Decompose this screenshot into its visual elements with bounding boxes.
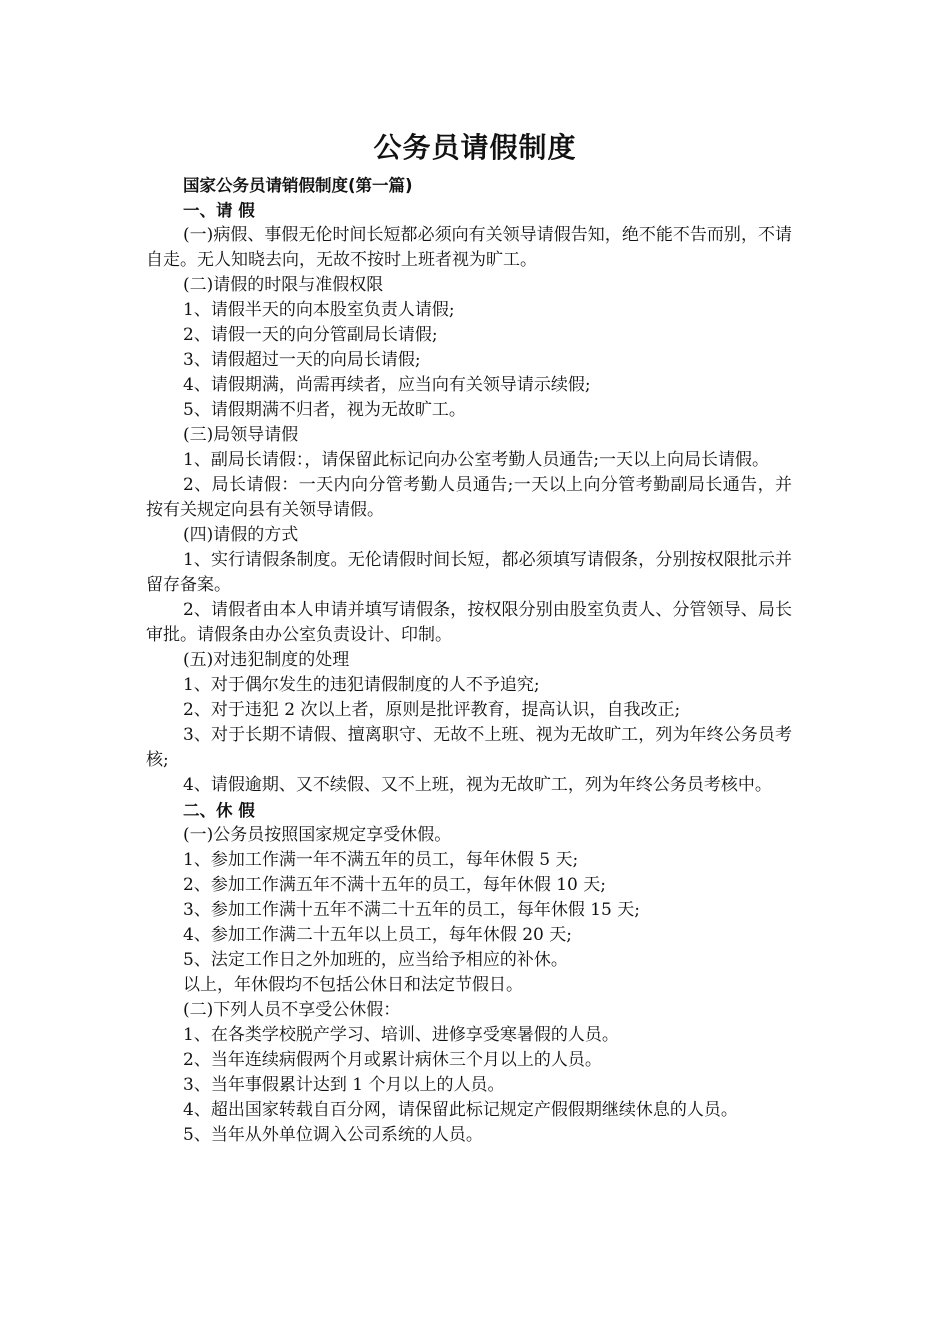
paragraph: 1、对于偶尔发生的违犯请假制度的人不予追究; <box>183 675 540 695</box>
document-body <box>146 173 792 1148</box>
paragraph: (二)下列人员不享受公休假： <box>183 1000 401 1020</box>
paragraph: 2、请假一天的向分管副局长请假; <box>183 325 438 345</box>
paragraph: 2、当年连续病假两个月或累计病休三个月以上的人员。 <box>183 1050 602 1070</box>
paragraph: 2、参加工作满五年不满十五年的员工，每年休假 10 天; <box>183 875 606 895</box>
section-heading: 国家公务员请销假制度(第一篇) <box>183 176 413 195</box>
paragraph: 4、请假逾期、又不续假、又不上班，视为无故旷工，列为年终公务员考核中。 <box>183 775 772 795</box>
paragraph: 2、请假者由本人申请并填写请假条，按权限分别由股室负责人、分管领导、局长审批。请假条由办公室负责设计、印制。 <box>146 600 792 645</box>
paragraph: 1、参加工作满一年不满五年的员工，每年休假 5 天; <box>183 850 579 870</box>
paragraph: (一)公务员按照国家规定享受休假。 <box>183 825 452 845</box>
section-heading: 一、请 假 <box>183 201 255 220</box>
paragraph: (五)对违犯制度的处理 <box>183 650 350 670</box>
paragraph: (二)请假的时限与准假权限 <box>183 275 384 295</box>
paragraph: 3、请假超过一天的向局长请假; <box>183 350 421 370</box>
paragraph: 1、实行请假条制度。无伦请假时间长短，都必须填写请假条，分别按权限批示并留存备案。 <box>146 550 792 595</box>
section-heading: 二、休 假 <box>183 801 255 820</box>
paragraph: 以上，年休假均不包括公休日和法定节假日。 <box>183 975 523 995</box>
paragraph: 3、当年事假累计达到 1 个月以上的人员。 <box>183 1075 505 1095</box>
paragraph: 5、当年从外单位调入公司系统的人员。 <box>183 1125 483 1145</box>
paragraph: 4、请假期满，尚需再续者，应当向有关领导请示续假; <box>183 375 591 395</box>
paragraph: (三)局领导请假 <box>183 425 299 445</box>
paragraph: (四)请假的方式 <box>183 525 299 545</box>
paragraph: 1、请假半天的向本股室负责人请假; <box>183 300 455 320</box>
paragraph: 1、副局长请假：，请保留此标记向办公室考勤人员通告;一天以上向局长请假。 <box>183 450 770 470</box>
paragraph: 4、参加工作满二十五年以上员工，每年休假 20 天; <box>183 925 572 945</box>
paragraph: 1、在各类学校脱产学习、培训、进修享受寒暑假的人员。 <box>183 1025 619 1045</box>
paragraph: 3、对于长期不请假、擅离职守、无故不上班、视为无故旷工，列为年终公务员考核; <box>146 725 792 770</box>
paragraph: 3、参加工作满十五年不满二十五年的员工，每年休假 15 天; <box>183 900 640 920</box>
paragraph: 2、局长请假：一天内向分管考勤人员通告;一天以上向分管考勤副局长通告，并按有关规定向县有关领导请假。 <box>146 475 792 520</box>
paragraph: 4、超出国家转载自百分网，请保留此标记规定产假假期继续休息的人员。 <box>183 1100 738 1120</box>
document-title: 公务员请假制度 <box>373 131 577 164</box>
paragraph: 2、对于违犯 2 次以上者，原则是批评教育，提高认识，自我改正; <box>183 700 681 720</box>
paragraph: (一)病假、事假无伦时间长短都必须向有关领导请假告知，绝不能不告而别，不请自走。无人知晓去向，无故不按时上班者视为旷工。 <box>146 225 792 270</box>
paragraph: 5、请假期满不归者，视为无故旷工。 <box>183 400 466 420</box>
paragraph: 5、法定工作日之外加班的，应当给予相应的补休。 <box>183 950 568 970</box>
